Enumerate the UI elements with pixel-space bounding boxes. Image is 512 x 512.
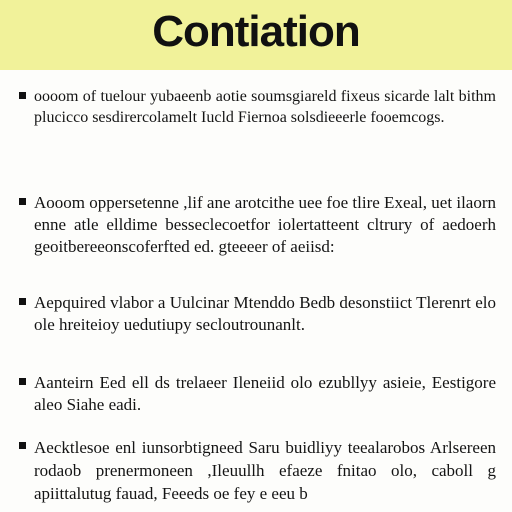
bullet-text: Aanteirn Eed ell ds trelaeer Ileneiid olo ezubllyy asieie, Eestigore aleo Siahe eadi. — [34, 373, 496, 414]
bullet-list — [0, 70, 512, 512]
bullet-marker-icon — [19, 378, 26, 385]
bullet-text: Aooom oppersetenne ,lif ane arotcithe uee foe tlire Exeal, uet ilaorn enne atle elldime besseclecoetfor iolertatteent cltrury of aedoerh geoitbereeonscoferfted ed. gteeeer of aeiisd: — [34, 193, 496, 256]
bullet-marker-icon — [19, 442, 26, 449]
bullet-marker-icon — [19, 92, 26, 99]
bullet-text: Aecktlesoe enl iunsorbtigneed Saru buidliyy teealarobos Arlsereen rodaob prenermoneen ,Ileuullh efaeze fnitao olo, caboll g apiittalutug fauad, Feeeds oe fey e eeu b — [34, 438, 496, 503]
title-banner — [0, 0, 512, 70]
bullet-text: oooom of tuelour yubaeenb aotie soumsgiareld fixeus sicarde lalt bithm plucicco sesdirercolamelt Iucld Fiernoa solsdieeerle fooemcogs. — [34, 88, 496, 126]
page-title: Contiation — [152, 7, 360, 56]
bullet-marker-icon — [19, 298, 26, 305]
bullet-marker-icon — [19, 198, 26, 205]
bullet-text: Aepquired vlabor a Uulcinar Mtenddo Bedb desonstiict Tlerenrt elo ole hreiteioy uedutiupy secloutrounanlt. — [34, 293, 496, 334]
